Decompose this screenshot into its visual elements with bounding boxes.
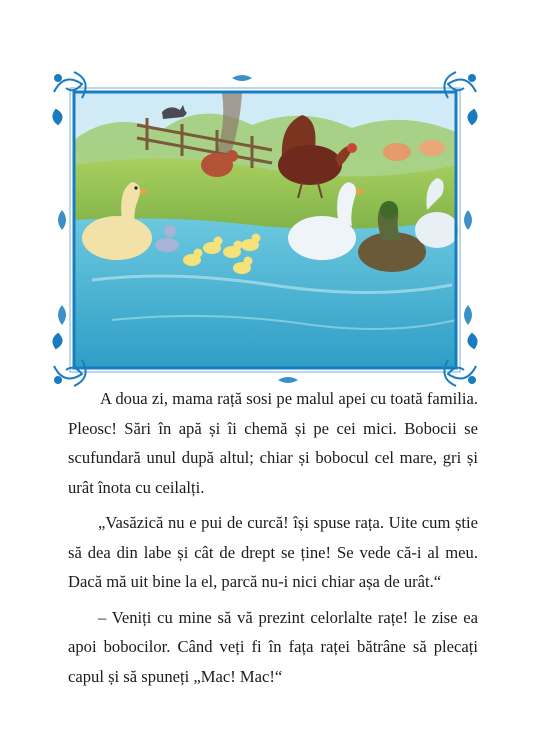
paragraph-3: – Veniți cu mine să vă prezint celorlalte rațe! le zise ea apoi bobocilor. Când veți fi în fața raței bătrâne să plecați capul și să spuneți „Mac! Mac!“ bbox=[68, 607, 478, 686]
story-text bbox=[68, 384, 478, 697]
paragraph-1: A doua zi, mama rață sosi pe malul apei cu toată familia. Pleosc! Sări în apă și îi chemă și pe cei mici. Bobocii se scufundară unul după altul; chiar și bobocul cel mare, gri și urât înota cu ceilalți. bbox=[68, 389, 478, 497]
story-illustration bbox=[52, 70, 478, 388]
paragraph-2: „Vasăzică nu e pui de curcă! își spuse rața. Uite cum știe să dea din labe și cât de drept se ține! Se vede că-i al meu. Dacă mă uit bine la el, parcă nu-i nici chiar așa de urât.“ bbox=[68, 513, 478, 591]
scene bbox=[74, 92, 459, 368]
